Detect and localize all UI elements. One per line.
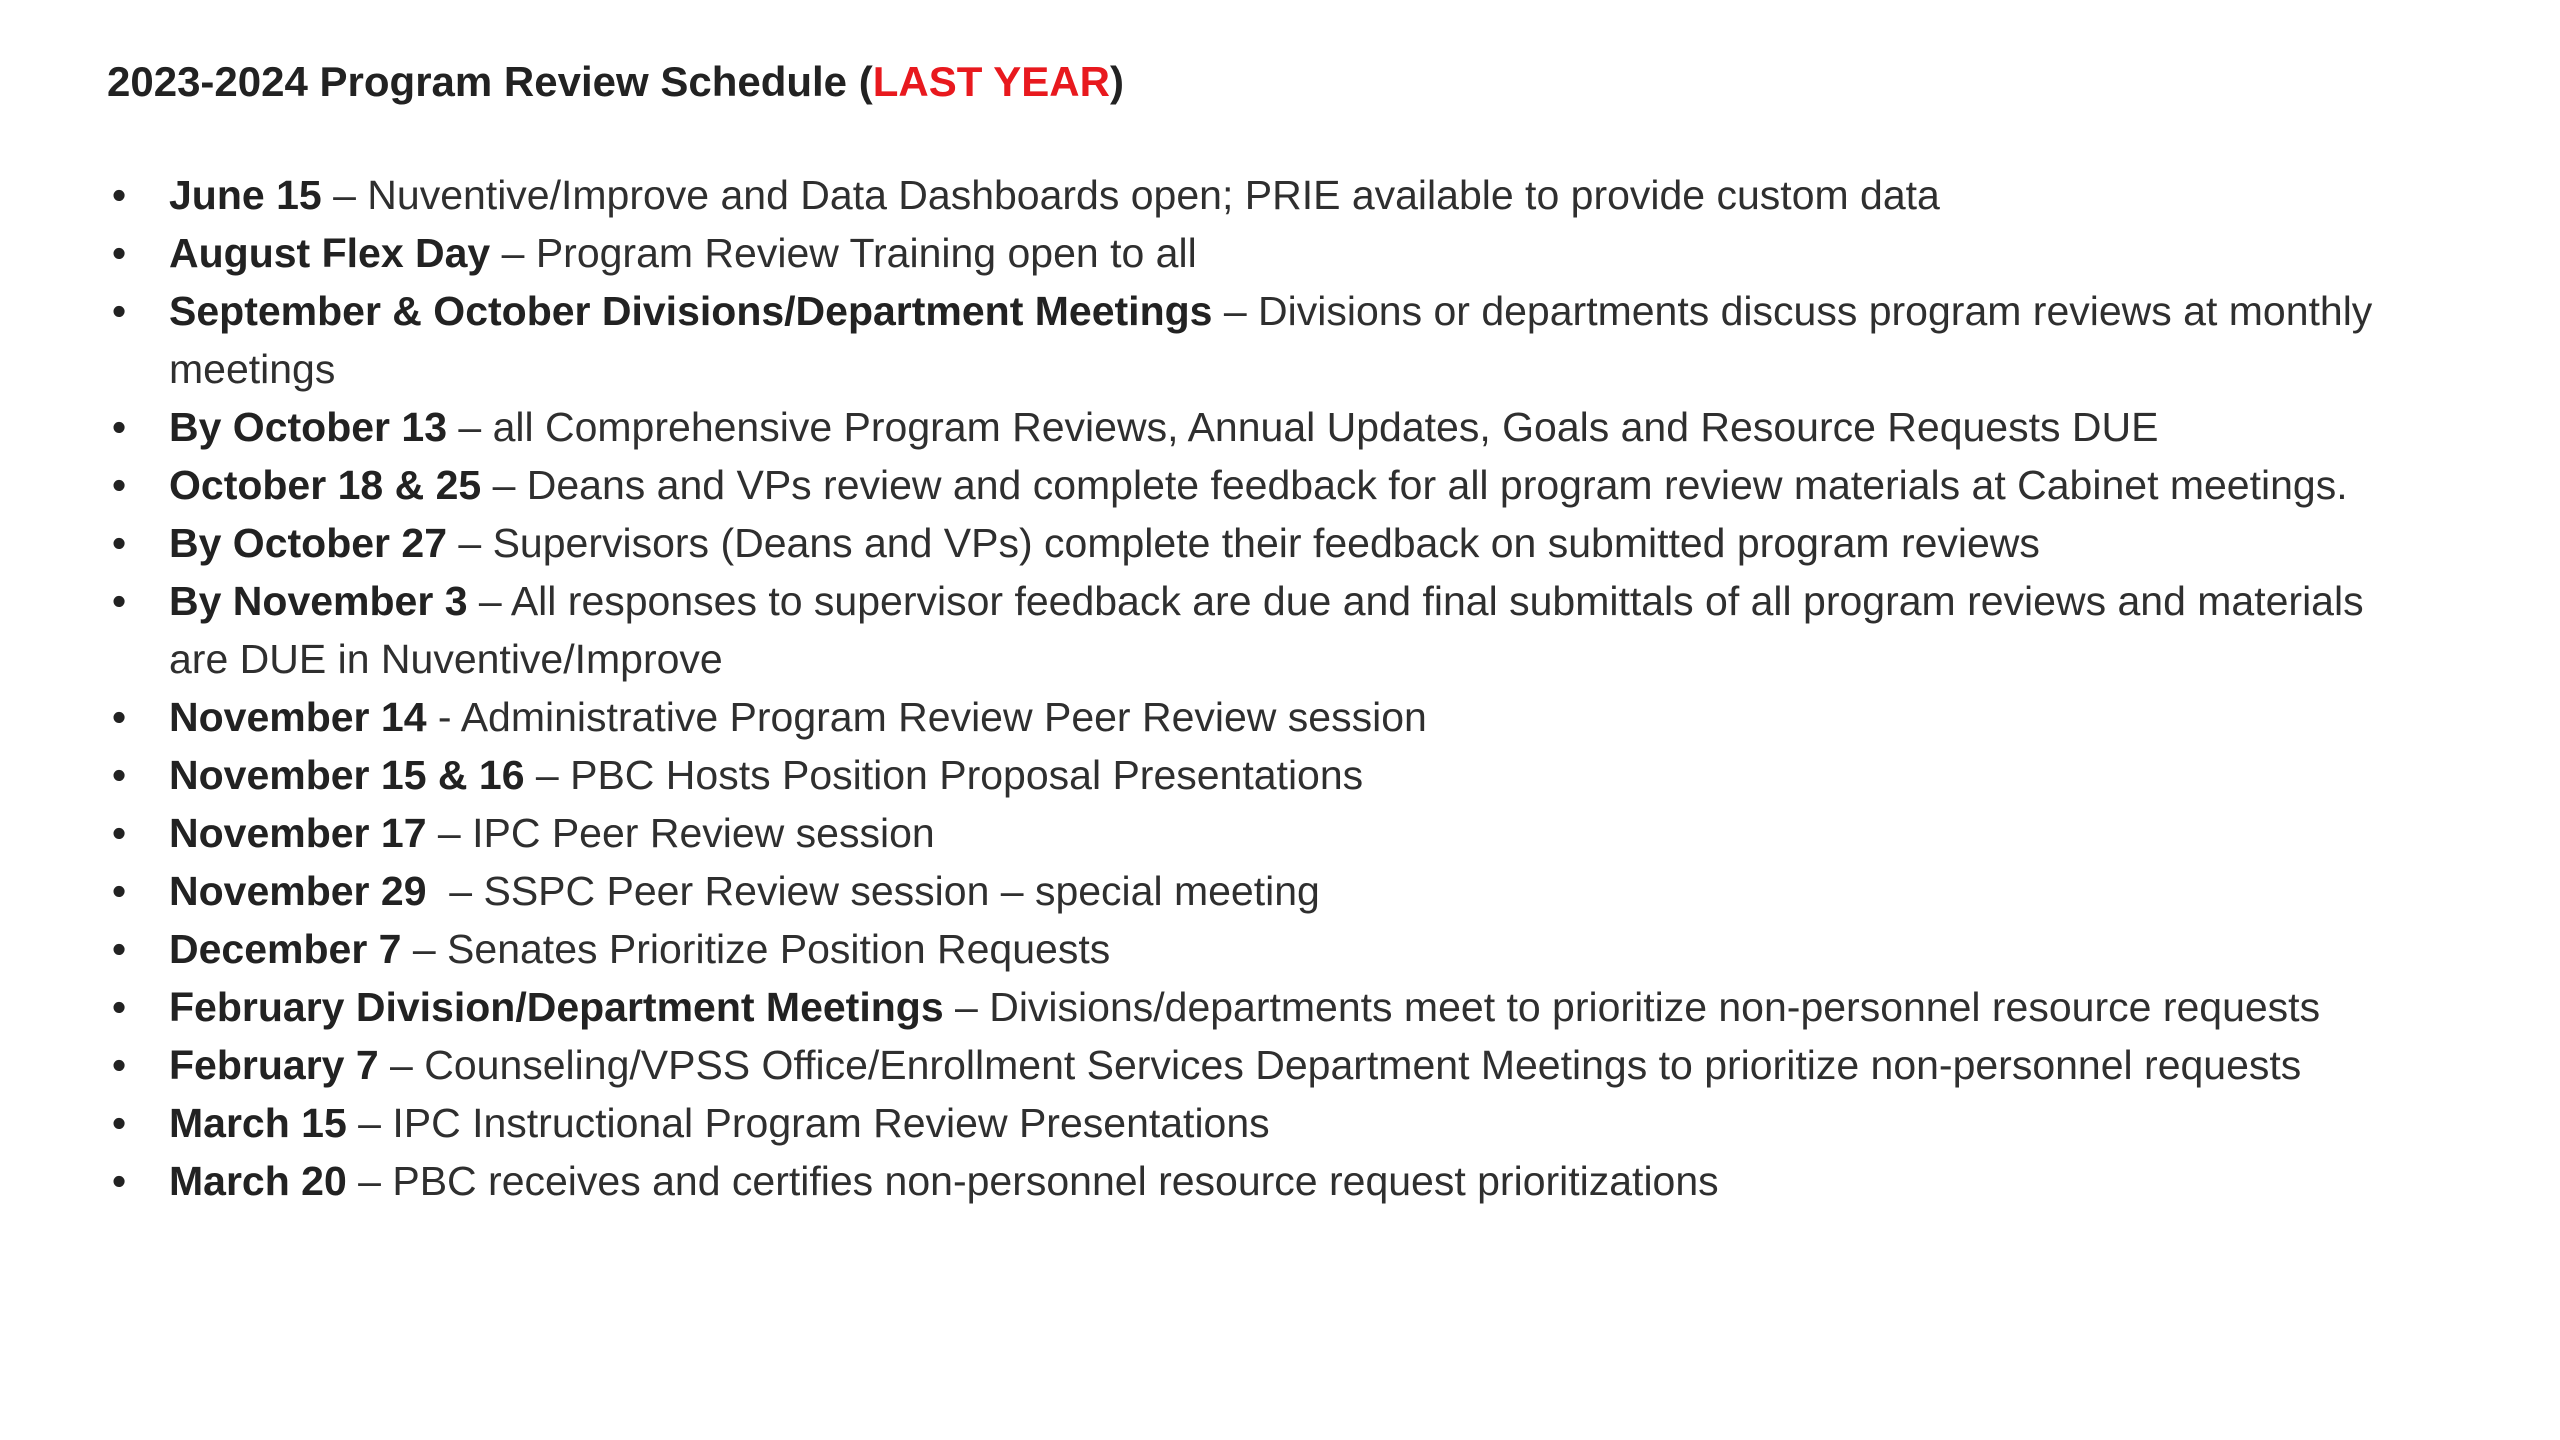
title-suffix: ) [1109, 58, 1124, 105]
list-item [107, 862, 2407, 920]
item-description: – Divisions/departments meet to prioritize non-personnel resource requests [943, 984, 2321, 1030]
list-item [107, 166, 2407, 224]
item-description: – PBC Hosts Position Proposal Presentations [524, 752, 1364, 798]
item-description: – All responses to supervisor feedback are due and final submittals of all program reviews and materials are DUE in Nuventive/Improve [169, 578, 2364, 682]
bullet-icon: • [111, 1042, 127, 1088]
list-item [107, 1094, 2407, 1152]
bullet-icon: • [111, 172, 127, 218]
bullet-icon: • [111, 752, 127, 798]
item-description: – Deans and VPs review and complete feedback for all program review materials at Cabinet meetings. [481, 462, 2348, 508]
item-date: November 14 [169, 694, 427, 740]
item-description: - Administrative Program Review Peer Review session [426, 694, 1427, 740]
list-item [107, 398, 2407, 456]
list-item [107, 746, 2407, 804]
list-item [107, 978, 2407, 1036]
item-description: – Counseling/VPSS Office/Enrollment Services Department Meetings to prioritize non-personnel requests [378, 1042, 2302, 1088]
bullet-icon: • [111, 520, 127, 566]
list-item [107, 282, 2407, 398]
item-date: June 15 [169, 172, 322, 218]
bullet-icon: • [111, 462, 127, 508]
list-item [107, 1152, 2407, 1210]
bullet-icon: • [111, 810, 127, 856]
item-description: – Nuventive/Improve and Data Dashboards open; PRIE available to provide custom data [321, 172, 1940, 218]
item-description: – Divisions or departments discuss program reviews at monthly meetings [169, 288, 2373, 392]
item-date: By October 27 [169, 520, 447, 566]
item-description: – Supervisors (Deans and VPs) complete their feedback on submitted program reviews [447, 520, 2040, 566]
bullet-icon: • [111, 868, 127, 914]
page-title [107, 52, 2560, 112]
bullet-icon: • [111, 694, 127, 740]
item-date: By October 13 [169, 404, 447, 450]
item-date: November 29 [169, 868, 427, 914]
bullet-icon: • [111, 578, 127, 624]
bullet-icon: • [111, 288, 127, 334]
item-description: – all Comprehensive Program Reviews, Annual Updates, Goals and Resource Requests DUE [447, 404, 2159, 450]
list-item [107, 514, 2407, 572]
list-item [107, 688, 2407, 746]
list-item [107, 1036, 2407, 1094]
item-date: December 7 [169, 926, 402, 972]
item-description: – IPC Peer Review session [426, 810, 935, 856]
list-item [107, 804, 2407, 862]
list-item [107, 456, 2407, 514]
list-item [107, 224, 2407, 282]
item-description: – PBC receives and certifies non-personnel resource request prioritizations [346, 1158, 1719, 1204]
item-description: – Program Review Training open to all [490, 230, 1197, 276]
list-item [107, 920, 2407, 978]
bullet-icon: • [111, 926, 127, 972]
item-date: February 7 [169, 1042, 379, 1088]
bullet-icon: • [111, 984, 127, 1030]
item-date: February Division/Department Meetings [169, 984, 944, 1030]
item-date: August Flex Day [169, 230, 491, 276]
item-date: November 17 [169, 810, 427, 856]
list-item [107, 572, 2407, 688]
bullet-icon: • [111, 230, 127, 276]
item-date: November 15 & 16 [169, 752, 525, 798]
item-date: March 20 [169, 1158, 347, 1204]
item-date: October 18 & 25 [169, 462, 482, 508]
bullet-icon: • [111, 404, 127, 450]
item-description: – SSPC Peer Review session – special meeting [426, 868, 1320, 914]
bullet-icon: • [111, 1158, 127, 1204]
schedule-list [107, 166, 2407, 1210]
bullet-icon: • [111, 1100, 127, 1146]
item-date: September & October Divisions/Department Meetings [169, 288, 1213, 334]
item-date: March 15 [169, 1100, 347, 1146]
item-date: By November 3 [169, 578, 468, 624]
title-prefix: 2023-2024 Program Review Schedule ( [107, 58, 873, 105]
title-highlight: LAST YEAR [872, 58, 1110, 105]
item-description: – Senates Prioritize Position Requests [401, 926, 1111, 972]
item-description: – IPC Instructional Program Review Presentations [346, 1100, 1270, 1146]
